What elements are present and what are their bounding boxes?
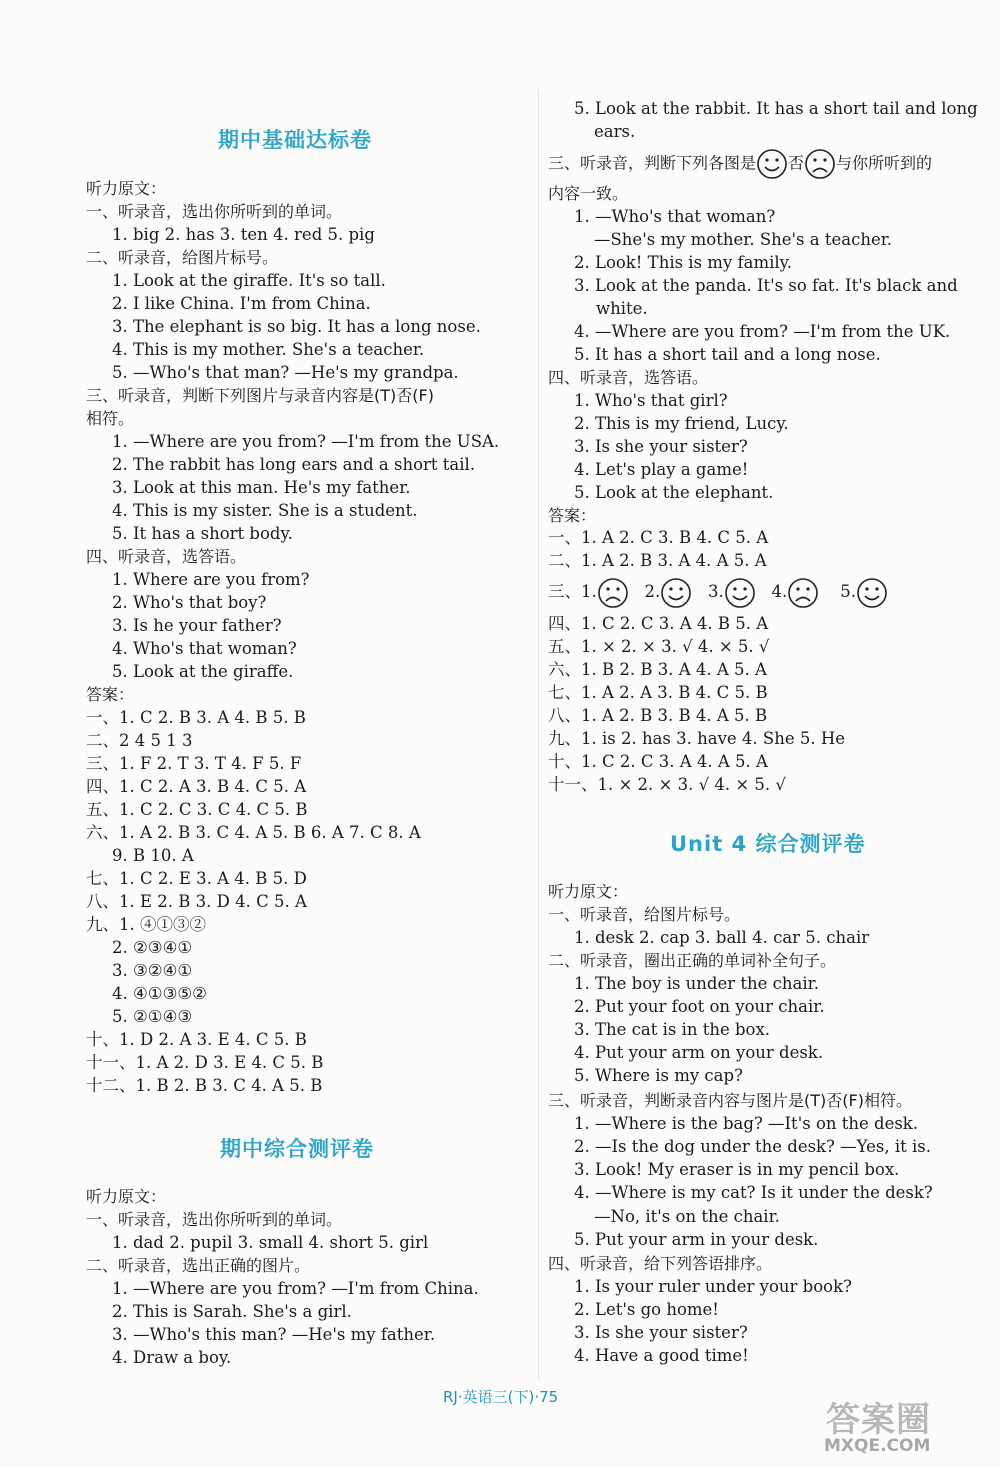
text-line: 5. —Who's that man? —He's my grandpa. xyxy=(112,363,459,382)
text-line: 4. This is my mother. She's a teacher. xyxy=(112,340,425,359)
answer-line: 七、1. C 2. E 3. A 4. B 5. D xyxy=(86,869,307,888)
answer-line: 十一、1. A 2. D 3. E 4. C 5. B xyxy=(86,1053,324,1072)
section-title-midterm-comprehensive: 期中综合测评卷 xyxy=(220,1137,374,1161)
text-line: ears. xyxy=(594,122,636,141)
text-line: 4. Have a good time! xyxy=(574,1346,749,1365)
answer-num: 2. xyxy=(644,582,661,601)
text-line: 4. Draw a boy. xyxy=(112,1348,232,1367)
text-line: 1. Who's that girl? xyxy=(574,391,728,410)
text-line: 2. Who's that boy? xyxy=(112,593,267,612)
answer-line: 9. B 10. A xyxy=(112,846,194,865)
answer-line: 十二、1. B 2. B 3. C 4. A 5. B xyxy=(86,1076,323,1095)
text-line: 3. —Who's this man? —He's my father. xyxy=(112,1325,436,1344)
smiling-face-icon xyxy=(856,577,888,609)
text-line: 2. I like China. I'm from China. xyxy=(112,294,371,313)
page-footer: RJ·英语三(下)·75 xyxy=(443,1388,559,1406)
listening-text-label: 听力原文： xyxy=(86,179,167,198)
heading-part: 与你所听到的 xyxy=(836,153,933,173)
question-heading: 四、听录音，选答语。 xyxy=(548,368,709,387)
watermark-text: 答案圈 xyxy=(826,1400,931,1440)
answer-line: 一、1. A 2. C 3. B 4. C 5. A xyxy=(548,528,769,547)
question-heading: 二、听录音，选出正确的图片。 xyxy=(86,1256,311,1275)
text-line: 4. Let's play a game! xyxy=(574,460,749,479)
answer-line: 六、1. A 2. B 3. C 4. A 5. B 6. A 7. C 8. A xyxy=(86,823,421,842)
text-line: 4. This is my sister. She is a student. xyxy=(112,501,418,520)
text-line: 3. Look at this man. He's my father. xyxy=(112,478,411,497)
text-line: 4. —Where are you from? —I'm from the UK. xyxy=(574,322,951,341)
answers-label: 答案： xyxy=(548,506,597,525)
smiling-face-icon xyxy=(724,577,756,609)
question-heading: 一、听录音，选出你所听到的单词。 xyxy=(86,202,343,221)
text-line: 1. —Where is the bag? —It's on the desk. xyxy=(574,1114,919,1133)
text-line: 1. desk 2. cap 3. ball 4. car 5. chair xyxy=(574,928,870,947)
text-line: 1. big 2. has 3. ten 4. red 5. pig xyxy=(112,225,375,244)
text-line: 2. This is my friend, Lucy. xyxy=(574,414,789,433)
text-line: 1. The boy is under the chair. xyxy=(574,974,819,993)
text-line: 2. Let's go home! xyxy=(574,1300,719,1319)
smiling-face-icon xyxy=(756,148,788,180)
smiling-face-icon xyxy=(660,577,692,609)
answer-line-faces xyxy=(548,575,888,609)
question-heading xyxy=(548,148,932,180)
text-line: 4. —Where is my cat? Is it under the desk? xyxy=(574,1183,933,1202)
text-line: 5. Where is my cap? xyxy=(574,1066,743,1085)
question-heading-cont: 内容一致。 xyxy=(548,184,629,203)
text-line: 4. Put your arm on your desk. xyxy=(574,1043,824,1062)
answer-line: 二、2 4 5 1 3 xyxy=(86,731,193,750)
question-heading: 二、听录音，给图片标号。 xyxy=(86,248,279,267)
answer-num: 5. xyxy=(840,582,856,601)
answer-line: 十一、1. × 2. × 3. √ 4. × 5. √ xyxy=(548,775,786,794)
answer-line: 八、1. E 2. B 3. D 4. C 5. A xyxy=(86,892,307,911)
question-heading: 三、听录音，判断录音内容与图片是(T)否(F)相符。 xyxy=(548,1091,912,1110)
answer-line: 2. ②③④① xyxy=(112,938,193,957)
text-line: 5. It has a short tail and a long nose. xyxy=(574,345,881,364)
text-line: 1. Is your ruler under your book? xyxy=(574,1277,852,1296)
heading-part: 否 xyxy=(788,153,805,173)
answer-line: 一、1. C 2. B 3. A 4. B 5. B xyxy=(86,708,306,727)
text-line: 1. dad 2. pupil 3. small 4. short 5. girl xyxy=(112,1233,429,1252)
answer-line: 九、1. ④①③② xyxy=(86,915,206,934)
watermark-logo xyxy=(820,1392,990,1462)
text-line: 1. —Where are you from? —I'm from the USA. xyxy=(112,432,500,451)
text-line: 1. Look at the giraffe. It's so tall. xyxy=(112,271,386,290)
watermark-url: MXQE.COM xyxy=(824,1436,931,1456)
text-line: 5. Look at the rabbit. It has a short tail and long xyxy=(574,99,978,118)
text-line: 5. Look at the elephant. xyxy=(574,483,774,502)
column-divider xyxy=(538,90,539,1380)
answer-num: 4. xyxy=(771,582,788,601)
text-line: 3. Look! My eraser is in my pencil box. xyxy=(574,1160,900,1179)
answer-line: 十、1. C 2. C 3. A 4. A 5. A xyxy=(548,752,768,771)
listening-text-label: 听力原文： xyxy=(548,882,629,901)
answer-line: 十、1. D 2. A 3. E 4. C 5. B xyxy=(86,1030,307,1049)
question-heading: 一、听录音，给图片标号。 xyxy=(548,905,741,924)
text-line: 3. The cat is in the box. xyxy=(574,1020,771,1039)
question-heading: 三、听录音，判断下列图片与录音内容是(T)否(F) xyxy=(86,386,434,405)
text-line: —No, it's on the chair. xyxy=(594,1207,780,1226)
answer-line: 七、1. A 2. A 3. B 4. C 5. B xyxy=(548,683,768,702)
answer-line: 五、1. C 2. C 3. C 4. C 5. B xyxy=(86,800,308,819)
text-line: 3. Look at the panda. It's so fat. It's black and xyxy=(574,276,958,295)
text-line: 2. —Is the dog under the desk? —Yes, it is. xyxy=(574,1137,931,1156)
answers-label: 答案： xyxy=(86,685,135,704)
heading-part: 三、听录音，判断下列各图是 xyxy=(548,153,757,173)
answer-line: 3. ③②④① xyxy=(112,961,193,980)
text-line: 2. Put your foot on your chair. xyxy=(574,997,825,1016)
text-line: 2. The rabbit has long ears and a short tail. xyxy=(112,455,476,474)
answer-num: 1. xyxy=(581,582,597,601)
text-line: 1. Where are you from? xyxy=(112,570,310,589)
section-title-midterm-basic: 期中基础达标卷 xyxy=(218,128,372,152)
answer-line: 八、1. A 2. B 3. B 4. A 5. B xyxy=(548,706,768,725)
answer-line: 二、1. A 2. B 3. A 4. A 5. A xyxy=(548,551,767,570)
question-heading: 四、听录音，给下列答语排序。 xyxy=(548,1254,773,1273)
text-line: white. xyxy=(596,299,648,318)
text-line: 5. Look at the giraffe. xyxy=(112,662,294,681)
answer-line: 5. ②①④③ xyxy=(112,1007,193,1026)
text-line: 5. Put your arm in your desk. xyxy=(574,1230,819,1249)
text-line: 2. This is Sarah. She's a girl. xyxy=(112,1302,352,1321)
answer-line: 四、1. C 2. A 3. B 4. C 5. A xyxy=(86,777,307,796)
answer-prefix: 三、 xyxy=(548,582,581,601)
answer-line: 六、1. B 2. B 3. A 4. A 5. A xyxy=(548,660,767,679)
sad-face-icon xyxy=(597,577,629,609)
question-heading: 二、听录音，圈出正确的单词补全句子。 xyxy=(548,951,837,970)
answer-num: 3. xyxy=(708,582,724,601)
text-line: 3. The elephant is so big. It has a long nose. xyxy=(112,317,481,336)
question-heading-cont: 相符。 xyxy=(86,409,135,428)
answer-line: 三、1. F 2. T 3. T 4. F 5. F xyxy=(86,754,302,773)
question-heading: 四、听录音，选答语。 xyxy=(86,547,247,566)
text-line: 2. Look! This is my family. xyxy=(574,253,793,272)
text-line: —She's my mother. She's a teacher. xyxy=(594,230,893,249)
text-line: 3. Is she your sister? xyxy=(574,437,748,456)
text-line: 4. Who's that woman? xyxy=(112,639,297,658)
listening-text-label: 听力原文： xyxy=(86,1187,167,1206)
text-line: 5. It has a short body. xyxy=(112,524,293,543)
question-heading: 一、听录音，选出你所听到的单词。 xyxy=(86,1210,343,1229)
answer-line: 4. ④①③⑤② xyxy=(112,984,207,1003)
answer-line: 四、1. C 2. C 3. A 4. B 5. A xyxy=(548,614,769,633)
text-line: 1. —Where are you from? —I'm from China. xyxy=(112,1279,479,1298)
text-line: 1. —Who's that woman? xyxy=(574,207,776,226)
section-title-unit4: Unit 4 综合测评卷 xyxy=(670,832,866,856)
sad-face-icon xyxy=(787,577,819,609)
text-line: 3. Is she your sister? xyxy=(574,1323,748,1342)
answer-line: 五、1. × 2. × 3. √ 4. × 5. √ xyxy=(548,637,770,656)
text-line: 3. Is he your father? xyxy=(112,616,282,635)
answer-line: 九、1. is 2. has 3. have 4. She 5. He xyxy=(548,729,845,748)
sad-face-icon xyxy=(804,148,836,180)
